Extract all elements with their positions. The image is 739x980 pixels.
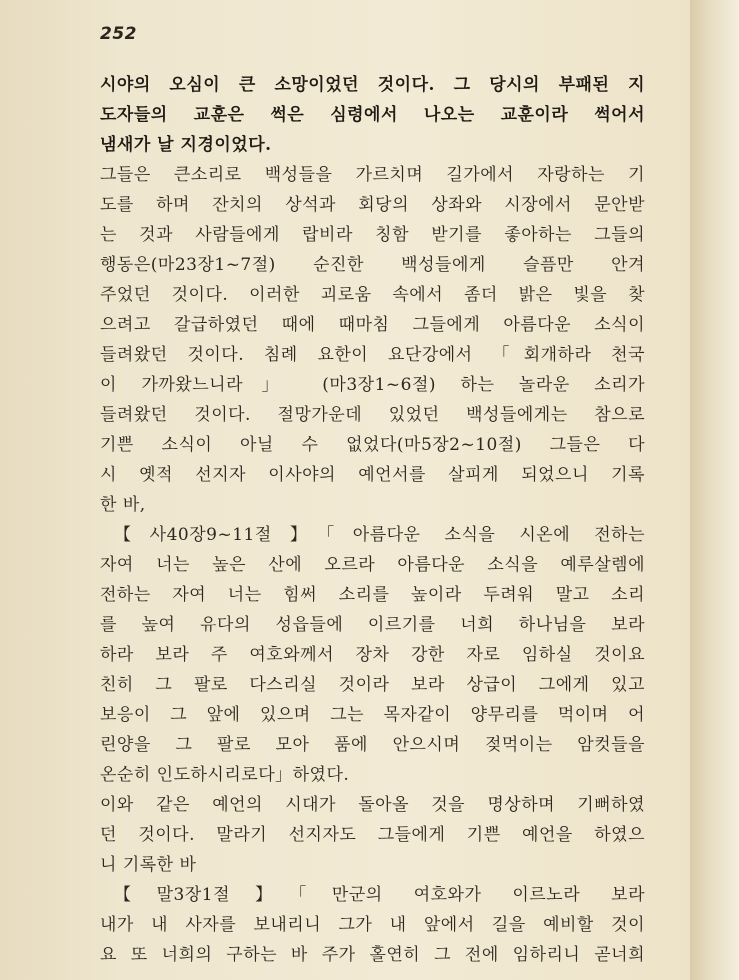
text-line: 【사40장9~11절】「아름다운 소식을 시온에 전하는 [114, 525, 645, 545]
text-line: 린양을 그 팔로 모아 품에 안으시며 젖먹이는 암컷들을 [100, 735, 645, 755]
text-line: 들려왔던 것이다. 침례 요한이 요단강에서 「회개하라 천국 [100, 345, 645, 365]
text-line: 온순히 인도하시리로다」하였다. [100, 765, 350, 785]
text-line: 던 것이다. 말라기 선지자도 그들에게 기쁜 예언을 하였으 [100, 825, 645, 845]
text-line: 니 기록한 바 [100, 855, 197, 875]
text-line: 를 높여 유다의 성읍들에 이르기를 너희 하나님을 보라 [100, 615, 645, 635]
body-text [100, 70, 645, 970]
text-line: 그들은 큰소리로 백성들을 가르치며 길가에서 자랑하는 기 [100, 165, 645, 185]
text-line: 도자들의 교훈은 썩은 심령에서 나오는 교훈이라 썩어서 [100, 105, 645, 125]
text-line: 한 바, [100, 495, 146, 515]
text-line: 냄새가 날 지경이었다. [100, 135, 272, 155]
book-binding-edge [690, 0, 739, 980]
text-line: 들려왔던 것이다. 절망가운데 있었던 백성들에게는 참으로 [100, 405, 645, 425]
text-line: 하라 보라 주 여호와께서 장차 강한 자로 임하실 것이요 [100, 645, 645, 665]
text-line: 【말3장1절】「만군의 여호와가 이르노라 보라 [114, 885, 645, 905]
text-line: 주었던 것이다. 이러한 괴로움 속에서 좀더 밝은 빛을 찾 [100, 285, 645, 305]
text-line: 으려고 갈급하였던 때에 때마침 그들에게 아름다운 소식이 [100, 315, 645, 335]
text-line: 이 가까왔느니라」 (마3장1~6절) 하는 놀라운 소리가 [100, 375, 645, 395]
text-line: 행동은(마23장1~7절) 순진한 백성들에게 슬픔만 안겨 [100, 255, 645, 275]
text-line: 기쁜 소식이 아닐 수 없었다(마5장2~10절) 그들은 다 [100, 435, 645, 455]
text-line: 친히 그 팔로 다스리실 것이라 보라 상급이 그에게 있고 [100, 675, 645, 695]
text-line: 시 옛적 선지자 이사야의 예언서를 살피게 되었으니 기록 [100, 465, 645, 485]
text-line: 이와 같은 예언의 시대가 돌아올 것을 명상하며 기뻐하였 [100, 795, 645, 815]
text-line: 시야의 오심이 큰 소망이었던 것이다. 그 당시의 부패된 지 [100, 75, 645, 95]
text-line: 도를 하며 잔치의 상석과 회당의 상좌와 시장에서 문안받 [100, 195, 645, 215]
page-number: 252 [100, 24, 137, 44]
text-line: 는 것과 사람들에게 랍비라 칭함 받기를 좋아하는 그들의 [100, 225, 645, 245]
text-line: 내가 내 사자를 보내리니 그가 내 앞에서 길을 예비할 것이 [100, 915, 645, 935]
text-line: 자여 너는 높은 산에 오르라 아름다운 소식을 예루살렘에 [100, 555, 645, 575]
text-line: 요 또 너희의 구하는 바 주가 홀연히 그 전에 임하리니 곧너희 [100, 945, 645, 965]
text-line: 보응이 그 앞에 있으며 그는 목자같이 양무리를 먹이며 어 [100, 705, 645, 725]
text-line: 전하는 자여 너는 힘써 소리를 높이라 두려워 말고 소리 [100, 585, 645, 605]
